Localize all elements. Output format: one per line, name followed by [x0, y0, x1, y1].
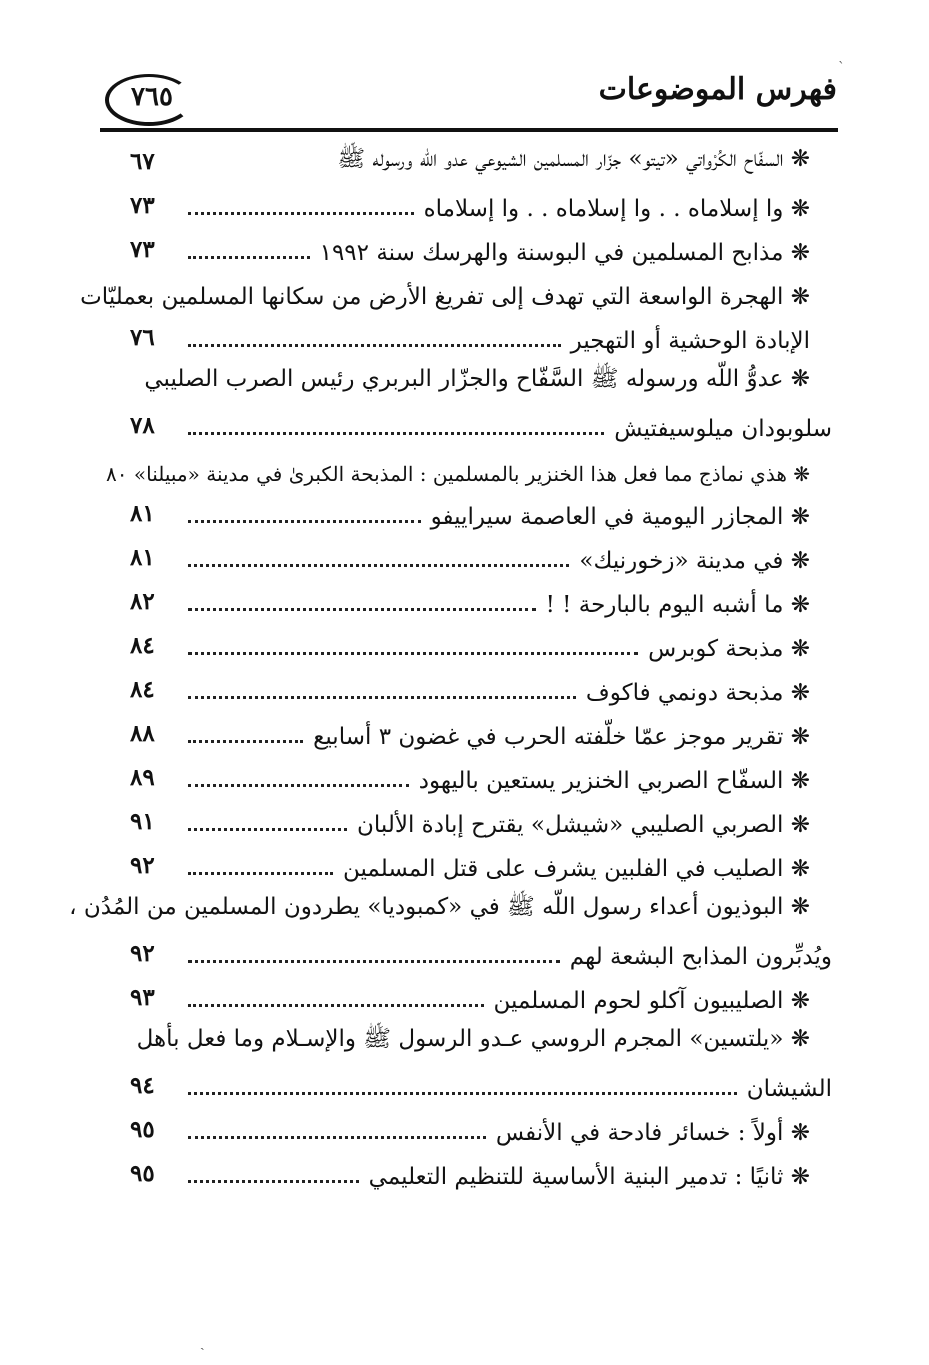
toc-entry-title: ❋ هذي نماذج مما فعل هذا الخنزير بالمسلمين : المذبحة الكبرىٰ في مدينة «مبيلنا» ٨٠: [106, 462, 810, 486]
toc-entry-title: ❋ الصليبيون آكلو لحوم المسلمين: [493, 988, 810, 1014]
toc-entry-title: ❋ مذابح المسلمين في البوسنة والهرسك سنة ١٩٩٢: [319, 240, 810, 266]
toc-entry-page: ٨١: [130, 500, 155, 527]
toc-entry: [130, 756, 832, 800]
dot-leader: [188, 828, 347, 831]
toc-entry-title: ❋ السفّاح الكُرْواتي «تيتو» جزّار المسلمين الشيوعي عدو اللّه ورسوله ﷺ: [337, 146, 810, 172]
toc-entry-page: ٧٨: [130, 412, 155, 439]
page-number: ٧٦٥: [131, 82, 173, 112]
toc-entry-continuation: [130, 932, 832, 976]
toc-entry: [130, 580, 832, 624]
toc-entry-page: ٩٢: [130, 940, 155, 967]
toc-entry-title: ❋ مذبحة كوبرس: [648, 636, 810, 662]
toc-entry-title: ❋ الهجرة الواسعة التي تهدف إلى تفريغ الأرض من سكانها المسلمين بعمليّات: [80, 284, 810, 310]
toc-entry-page: ٩٢: [130, 852, 155, 879]
toc-entry-title: الإبادة الوحشية أو التهجير: [570, 328, 810, 354]
toc-entry: [130, 184, 832, 228]
toc-entry-page: ٦٧: [130, 148, 155, 175]
toc-entry: [130, 536, 832, 580]
toc-entry-page: ٨١: [130, 544, 155, 571]
toc-entry-title: ❋ المجازر اليومية في العاصمة سيراييفو: [430, 504, 810, 530]
toc-entry: [130, 140, 832, 184]
toc-entry: [69, 888, 832, 932]
toc-entry-page: ٩٤: [130, 1072, 155, 1099]
dot-leader: [188, 1092, 737, 1095]
dot-leader: [188, 1180, 359, 1183]
table-of-contents: [69, 140, 832, 1196]
toc-entry: [130, 800, 832, 844]
toc-entry-continuation: [130, 316, 832, 360]
dot-leader: [188, 1004, 484, 1007]
dot-leader: [188, 652, 638, 655]
toc-entry: [106, 448, 832, 492]
dot-leader: [188, 1136, 486, 1139]
toc-entry-title: ❋ عدوُّ اللّه ورسوله ﷺ السَّفّاح والجزّار البربري رئيس الصرب الصليبي: [144, 366, 810, 392]
toc-entry: [80, 272, 832, 316]
toc-entry-title: سلوبودان ميلوسيفتيش: [614, 416, 832, 442]
dot-leader: [188, 520, 421, 523]
toc-entry-page: ٧٦: [130, 324, 155, 351]
toc-entry-page: ٩٣: [130, 984, 155, 1011]
toc-entry: [130, 360, 832, 404]
toc-entry-title: ❋ «يلتسين» المجرم الروسي عـدو الرسول ﷺ والإسـلام وما فعل بأهل: [136, 1026, 810, 1052]
toc-entry-page: ٩١: [130, 808, 155, 835]
toc-entry-title: ❋ الصليب في الفلبين يشرف على قتل المسلمين: [342, 856, 810, 882]
toc-entry-title: ❋ تقرير موجز عمّا خلّفته الحرب في غضون ٣ أسابيع: [313, 724, 810, 750]
toc-entry-page: ٨٤: [130, 632, 155, 659]
dot-leader: [188, 432, 604, 435]
toc-entry-page: ٨٤: [130, 676, 155, 703]
dot-leader: [188, 960, 560, 963]
scan-speck: ˋ: [838, 60, 845, 76]
toc-entry-title: ❋ ثانيًا : تدمير البنية الأساسية للتنظيم التعليمي: [368, 1164, 810, 1190]
dot-leader: [188, 872, 333, 875]
dot-leader: [188, 212, 414, 215]
page-header-title: فهرس الموضوعات: [598, 72, 837, 107]
toc-entry-title: ❋ وا إسلاماه . . وا إسلاماه . . وا إسلاماه: [423, 196, 810, 222]
toc-entry-title: ❋ البوذيون أعداء رسول اللّه ﷺ في «كمبوديا» يطردون المسلمين من المُدُن ،: [69, 894, 810, 920]
dot-leader: [188, 256, 310, 259]
toc-entry: [130, 668, 832, 712]
dot-leader: [188, 564, 569, 567]
toc-entry-continuation: [130, 404, 832, 448]
toc-entry: [130, 624, 832, 668]
toc-entry-title: الشيشان: [746, 1076, 832, 1102]
toc-entry: [130, 844, 832, 888]
toc-entry-page: ٩٥: [130, 1160, 155, 1187]
header-rule: [100, 128, 838, 132]
toc-entry-page: ٧٣: [130, 192, 155, 219]
toc-entry-page: ٨٩: [130, 764, 155, 791]
dot-leader: [188, 696, 576, 699]
toc-entry: [130, 492, 832, 536]
toc-entry-page: ٨٢: [130, 588, 155, 615]
toc-entry: [130, 1108, 832, 1152]
toc-entry-page: ٧٣: [130, 236, 155, 263]
toc-entry-title: ❋ في مدينة «زخورنيك»: [579, 548, 810, 574]
toc-entry-title: ويُدبِّرون المذابح البشعة لهم: [569, 944, 832, 970]
dot-leader: [188, 344, 561, 347]
dot-leader: [188, 740, 303, 743]
toc-entry: [130, 976, 832, 1020]
toc-entry-page: ٨٨: [130, 720, 155, 747]
toc-entry-title: ❋ السفّاح الصربي الخنزير يستعين باليهود: [418, 768, 810, 794]
scan-speck: ˏ: [200, 1335, 205, 1351]
toc-entry-page: ٩٥: [130, 1116, 155, 1143]
toc-entry-title: ❋ الصربي الصليبي «شيشل» يقترح إبادة الألبان: [356, 812, 810, 838]
dot-leader: [188, 784, 409, 787]
toc-entry-title: ❋ أولاً : خسائر فادحة في الأنفس: [495, 1120, 810, 1146]
toc-entry-continuation: [130, 1064, 832, 1108]
toc-entry-title: ❋ مذبحة دونمي فاكوف: [585, 680, 810, 706]
toc-entry: [130, 712, 832, 756]
toc-entry: [130, 1020, 832, 1064]
dot-leader: [188, 608, 536, 611]
toc-entry: [130, 1152, 832, 1196]
toc-entry: [130, 228, 832, 272]
toc-entry-title: ❋ ما أشبه اليوم بالبارحة ! !: [545, 592, 810, 618]
